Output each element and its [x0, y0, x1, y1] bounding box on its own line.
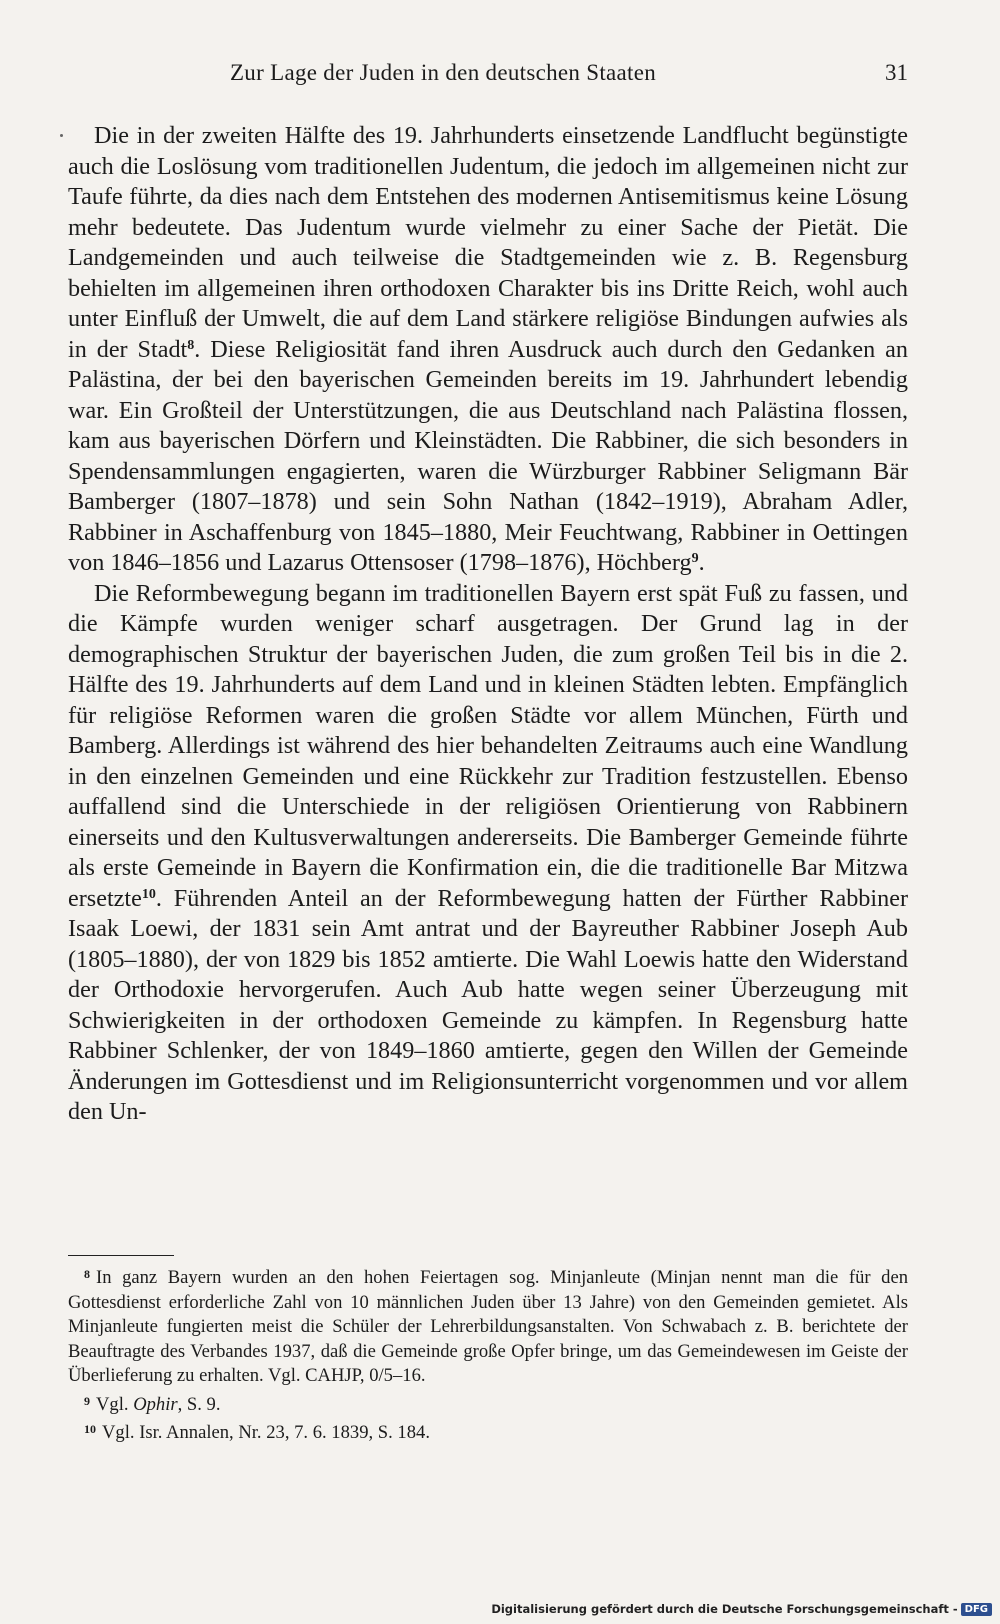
- footnote-mark: 10: [84, 1422, 96, 1436]
- footnote-9: [68, 1389, 908, 1418]
- scan-speck: [60, 134, 63, 137]
- paragraph-1: [68, 121, 908, 579]
- paragraph-text: Die Reformbewegung begann im traditionellen Bayern erst spät Fuß zu fassen, und die Kämpfe wurden weniger scharf ausgetragen. Der Grund lag in der demographischen Struktur der bayerischen Juden, die zum großen Teil bis in die 2. Hälfte des 19. Jahrhunderts auf dem Land und in kleinen Städten lebten. Empfänglich für religiöse Reformen waren die großen Städte vor allem München, Fürth und Bamberg. Allerdings ist während des hier behandelten Zeitraums auch eine Wandlung in den einzelnen Gemeinden und eine Rückkehr zur Tradition festzustellen. Ebenso auffallend sind die Unterschiede in der religiösen Orientierung von Rabbinern einerseits und den Kultusverwaltungen andererseits. Die Bamberger Gemeinde führte als erste Gemeinde in Bayern die Konfirmation ein, die die traditionelle Bar Mitzwa ersetzte: [68, 579, 908, 912]
- digitization-credit: [491, 1600, 992, 1618]
- page-number: 31: [885, 60, 908, 85]
- footnote-ref-8[interactable]: 8: [187, 337, 195, 353]
- dfg-logo: DFG: [961, 1603, 992, 1616]
- footnote-text-post: , S. 9.: [177, 1393, 221, 1415]
- footnote-text: In ganz Bayern wurden an den hohen Feiertagen sog. Minjanleute (Minjan nennt man die für den Gottesdienst erforderliche Zahl von 10 männlichen Juden über 13 Jahre) von den Gemeinden gemietet. Als Minjanleute fungierten meist die Schüler der Lehrerbildungsanstalten. Von Schwabach z. B. berichtete der Beauftragte des Verbandes 1937, daß die Gemeinde große Opfer bringe, um das Gemeindewesen im Geiste der Überlieferung zu erhalten. Vgl. CAHJP, 0/5–16.: [68, 1267, 908, 1386]
- footnote-mark: 9: [84, 1393, 90, 1408]
- footnote-ref-10[interactable]: 10: [141, 886, 156, 902]
- paragraph-2: [68, 579, 908, 1128]
- footnote-ref-9[interactable]: 9: [691, 551, 699, 566]
- footnote-8: [68, 1262, 908, 1389]
- footnote-italic-title: Ophir: [133, 1393, 178, 1415]
- footnote-text-pre: Vgl.: [96, 1393, 134, 1415]
- running-head: Zur Lage der Juden in den deutschen Staaten: [229, 60, 657, 85]
- footnote-text: Vgl. Isr. Annalen, Nr. 23, 7. 6. 1839, S. 184.: [102, 1422, 430, 1443]
- page-header: [68, 60, 908, 94]
- paragraph-text: .: [698, 549, 705, 576]
- footnotes: [68, 1262, 908, 1446]
- footnote-mark: 8: [84, 1267, 90, 1281]
- credit-text: Digitalisierung gefördert durch die Deutsche Forschungsgemeinschaft -: [491, 1602, 958, 1616]
- paragraph-text: . Führenden Anteil an der Reformbewegung hatten der Fürther Rabbiner Isaak Loewi, der 1831 sein Amt antrat und der Bayreuther Rabbiner Joseph Aub (1805–1880), der von 1829 bis 1852 amtierte. Die Wahl Loewis hatte den Widerstand der Orthodoxie hervorgerufen. Auch Aub hatte wegen seiner Überzeugung mit Schwierigkeiten in der orthodoxen Gemeinde zu kämpfen. In Regensburg hatte Rabbiner Schlenker, der von 1849–1860 amtierte, gegen den Willen der Gemeinde Änderungen im Gottesdienst und im Religionsunterricht vorgenommen und vor allem den Un-: [68, 884, 908, 1125]
- main-text: [68, 121, 908, 1128]
- paragraph-text: . Diese Religiosität fand ihren Ausdruck auch durch den Gedanken an Palästina, der bei den bayerischen Gemeinden bereits im 19. Jahrhundert lebendig war. Ein Großteil der Unterstützungen, die aus Deutschland nach Palästina flossen, kam aus bayerischen Dörfern und Kleinstädten. Die Rabbiner, die sich besonders in Spendensammlungen engagierten, waren die Würzburger Rabbiner Seligmann Bär Bamberger (1807–1878) und sein Sohn Nathan (1842–1919), Abraham Adler, Rabbiner in Aschaffenburg von 1845–1880, Meir Feuchtwang, Rabbiner in Oettingen von 1846–1856 und Lazarus Ottensoser (1798–1876), Höchberg: [68, 335, 909, 576]
- footnote-10: [68, 1417, 908, 1446]
- paragraph-text: Die in der zweiten Hälfte des 19. Jahrhunderts einsetzende Landflucht begünstigte auch die Loslösung vom traditionellen Judentum, die jedoch im allgemeinen nicht zur Taufe führte, da dies nach dem Entstehen des modernen Antisemitismus keine Lösung mehr bedeutete. Das Judentum wurde vielmehr zu einer Sache der Pietät. Die Landgemeinden und auch teilweise die Stadtgemeinden wie z. B. Regensburg behielten im allgemeinen ihren orthodoxen Charakter bis ins Dritte Reich, wohl auch unter Einfluß der Umwelt, die auf dem Land stärkere religiöse Bindungen aufwies als in der Stadt: [68, 122, 908, 363]
- footnote-divider: [68, 1255, 174, 1256]
- footnote-text: [96, 1394, 221, 1415]
